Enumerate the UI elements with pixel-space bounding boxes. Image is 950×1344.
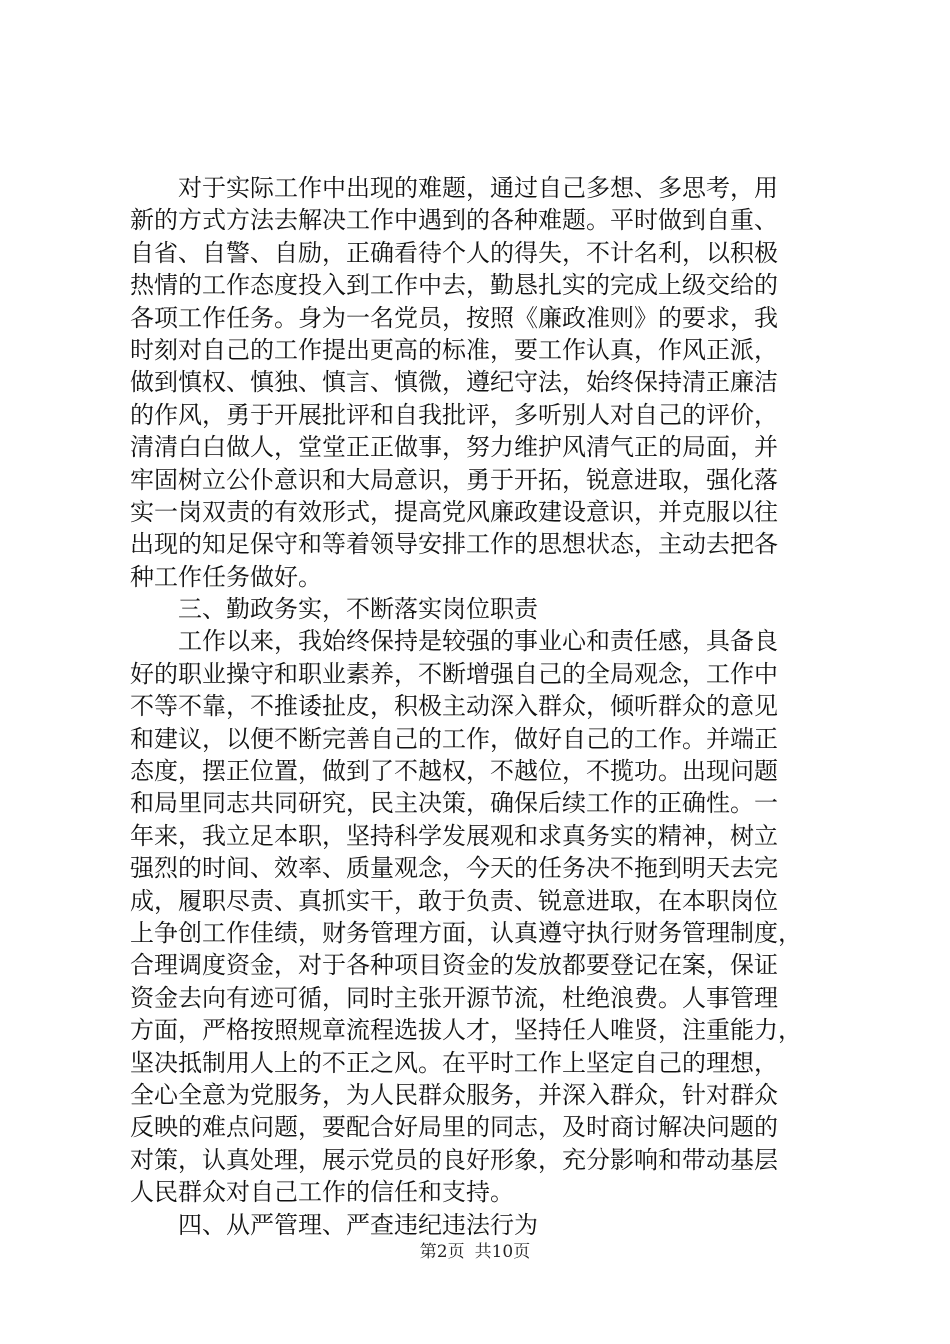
text-line: 新的方式方法去解决工作中遇到的各种难题。平时做到自重、	[130, 206, 778, 235]
text-line: 成，履职尽责、真抓实干，敢于负责、锐意进取，在本职岗位	[130, 886, 778, 915]
text-line: 好的职业操守和职业素养，不断增强自己的全局观念，工作中	[130, 659, 778, 688]
text-line: 对策，认真处理，展示党员的良好形象，充分影响和带动基层	[130, 1145, 778, 1174]
text-line: 坚决抵制用人上的不正之风。在平时工作上坚定自己的理想，	[130, 1048, 778, 1077]
page-number: 第2页	[419, 1242, 465, 1262]
text-line: 全心全意为党服务，为人民群众服务，并深入群众，针对群众	[130, 1080, 778, 1109]
text-line: 四、从严管理、严查违纪违法行为	[178, 1210, 538, 1239]
text-line: 态度，摆正位置，做到了不越权，不越位，不揽功。出现问题	[130, 757, 778, 786]
text-line: 方面，严格按照规章流程选拔人才，坚持任人唯贤，注重能力，	[130, 1016, 802, 1045]
text-line: 不等不靠，不推诿扯皮，积极主动深入群众，倾听群众的意见	[130, 692, 778, 721]
text-line: 牢固树立公仆意识和大局意识，勇于开拓，锐意进取，强化落	[130, 465, 778, 494]
text-line: 和建议，以便不断完善自己的工作，做好自己的工作。并端正	[130, 724, 778, 753]
text-line: 各项工作任务。身为一名党员，按照《廉政准则》的要求，我	[130, 303, 778, 332]
text-line: 强烈的时间、效率、质量观念，今天的任务决不拖到明天去完	[130, 854, 778, 883]
text-line: 工作以来，我始终保持是较强的事业心和责任感，具备良	[178, 627, 778, 656]
text-line: 和局里同志共同研究，民主决策，确保后续工作的正确性。一	[130, 789, 778, 818]
page-total: 共10页	[474, 1242, 531, 1262]
text-line: 种工作任务做好。	[130, 562, 322, 591]
text-line: 上争创工作佳绩，财务管理方面，认真遵守执行财务管理制度，	[130, 918, 802, 947]
text-line: 热情的工作态度投入到工作中去，勤恳扎实的完成上级交给的	[130, 271, 778, 300]
text-line: 出现的知足保守和等着领导安排工作的思想状态，主动去把各	[130, 530, 778, 559]
text-line: 的作风，勇于开展批评和自我批评，多听别人对自己的评价，	[130, 400, 778, 429]
document-body	[130, 172, 830, 1241]
text-line: 反映的难点问题，要配合好局里的同志，及时商讨解决问题的	[130, 1113, 778, 1142]
text-line: 做到慎权、慎独、慎言、慎微，遵纪守法，始终保持清正廉洁	[130, 368, 778, 397]
page-footer	[0, 1240, 950, 1264]
text-line: 三、勤政务实，不断落实岗位职责	[178, 595, 538, 624]
text-line: 资金去向有迹可循，同时主张开源节流，杜绝浪费。人事管理	[130, 983, 778, 1012]
text-line: 时刻对自己的工作提出更高的标准，要工作认真，作风正派，	[130, 335, 778, 364]
text-line: 自省、自警、自励，正确看待个人的得失，不计名利，以积极	[130, 238, 778, 267]
text-line: 年来，我立足本职，坚持科学发展观和求真务实的精神，树立	[130, 821, 778, 850]
text-line: 合理调度资金，对于各种项目资金的发放都要登记在案，保证	[130, 951, 778, 980]
text-line: 人民群众对自己工作的信任和支持。	[130, 1178, 514, 1207]
text-line: 对于实际工作中出现的难题，通过自己多想、多思考，用	[178, 174, 778, 202]
text-line: 实一岗双责的有效形式，提高党风廉政建设意识，并克服以往	[130, 497, 778, 526]
text-line: 清清白白做人，堂堂正正做事，努力维护风清气正的局面，并	[130, 433, 778, 462]
